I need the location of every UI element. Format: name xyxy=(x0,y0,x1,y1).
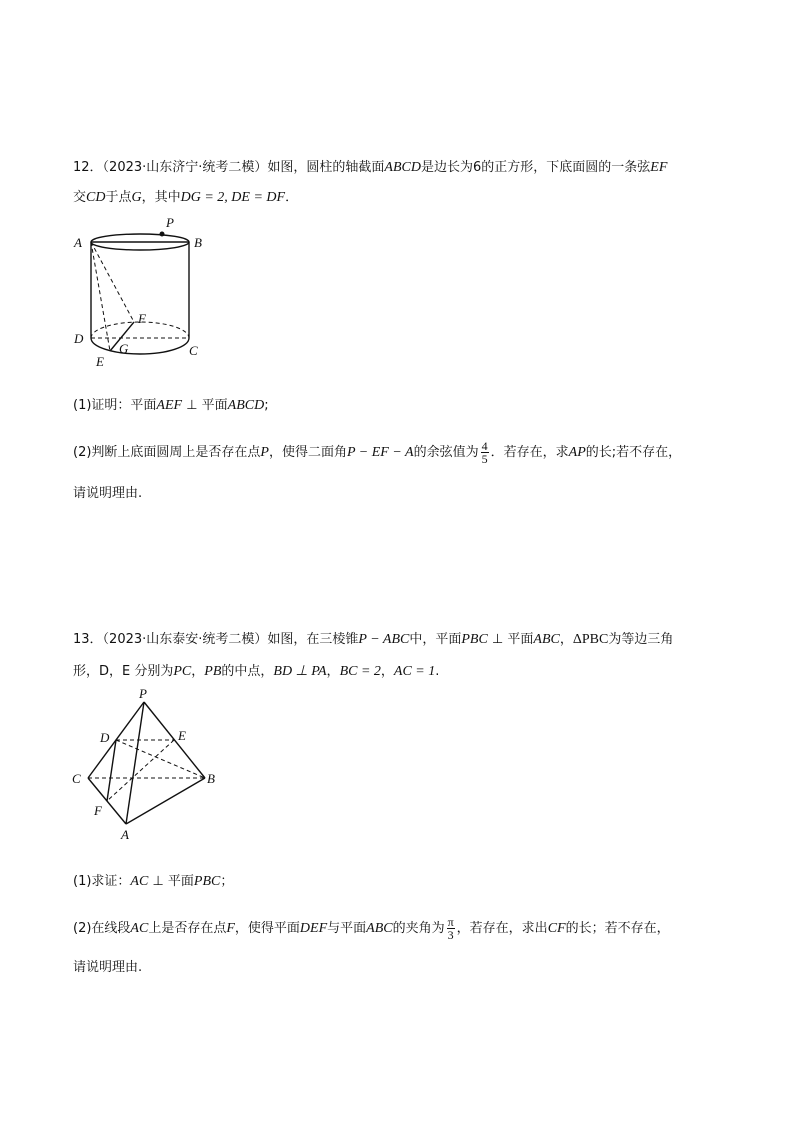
label-F: F xyxy=(138,311,146,326)
segment-BD xyxy=(116,740,205,778)
problem-13-pyramid-figure xyxy=(66,684,226,844)
problem-13-source: （2023·山东泰安·统考二模） xyxy=(102,632,268,647)
label-G: G xyxy=(119,341,129,356)
label-E: E xyxy=(178,728,186,743)
label-C: C xyxy=(189,343,198,358)
problem-12-stem-line-1: 12．（2023·山东济宁·统考二模）如图，圆柱的轴截面ABCD是边长为6的正方形，下底面圆的一条弦EF xyxy=(73,160,668,175)
label-C: C xyxy=(72,771,81,786)
segment-AE xyxy=(91,242,110,351)
label-E: E xyxy=(96,354,104,369)
label-A: A xyxy=(74,235,82,250)
problem-12-stem-line-2: 交CD于点G，其中DG = 2, DE = DF． xyxy=(73,190,299,205)
problem-13-stem-line-2: 形，D，E 分别为PC，PB的中点，BD ⊥ PA，BC = 2，AC = 1. xyxy=(73,664,440,679)
point-P xyxy=(160,232,165,237)
edge-AB xyxy=(126,778,205,824)
edge-PA xyxy=(126,702,144,824)
segment-AF xyxy=(91,242,134,322)
label-B: B xyxy=(207,771,215,786)
problem-13-part-2-line-2: 请说明理由. xyxy=(73,960,143,975)
fraction-pi-thirds: $\frac{\pi}{3}$ xyxy=(447,915,454,942)
problem-13-stem-line-1: 13．（2023·山东泰安·统考二模）如图，在三棱锥P − ABC中，平面PBC ⊥ 平面ABC，ΔPBC为等边三角 xyxy=(73,632,674,647)
segment-EF xyxy=(107,740,174,801)
label-A: A xyxy=(121,827,129,842)
fraction-four-fifths: $\frac{4}{5}$ xyxy=(481,439,488,466)
cylinder-bottom-front-arc xyxy=(91,338,189,354)
problem-12-part-2-line-2: 请说明理由. xyxy=(73,486,143,501)
label-D: D xyxy=(74,331,84,346)
problem-13-part-1: (1)求证：AC ⊥ 平面PBC； xyxy=(73,874,234,889)
problem-13-number: 13． xyxy=(73,632,103,647)
segment-DF xyxy=(107,740,116,801)
label-F: F xyxy=(94,803,102,818)
problem-13-part-2-line-1: (2)在线段AC上是否存在点F，使得平面DEF与平面ABC的夹角为 $\frac{\pi}{3}$ ，若存在，求出CF的长；若不存在， xyxy=(73,915,670,942)
label-D: D xyxy=(100,730,110,745)
problem-12-cylinder-figure xyxy=(70,212,220,372)
label-B: B xyxy=(194,235,202,250)
label-P: P xyxy=(139,686,147,701)
problem-12-part-2-line-1: (2)判断上底面圆周上是否存在点P，使得二面角P − EF − A的余弦值为 $\frac{4}{5}$ ．若存在，求AP的长;若不存在， xyxy=(73,439,682,466)
label-P: P xyxy=(166,215,174,230)
problem-12-part-1: (1)证明：平面AEF ⊥ 平面ABCD; xyxy=(73,398,269,413)
problem-12-number: 12． xyxy=(73,160,103,175)
problem-12-source: （2023·山东济宁·统考二模） xyxy=(102,160,268,175)
